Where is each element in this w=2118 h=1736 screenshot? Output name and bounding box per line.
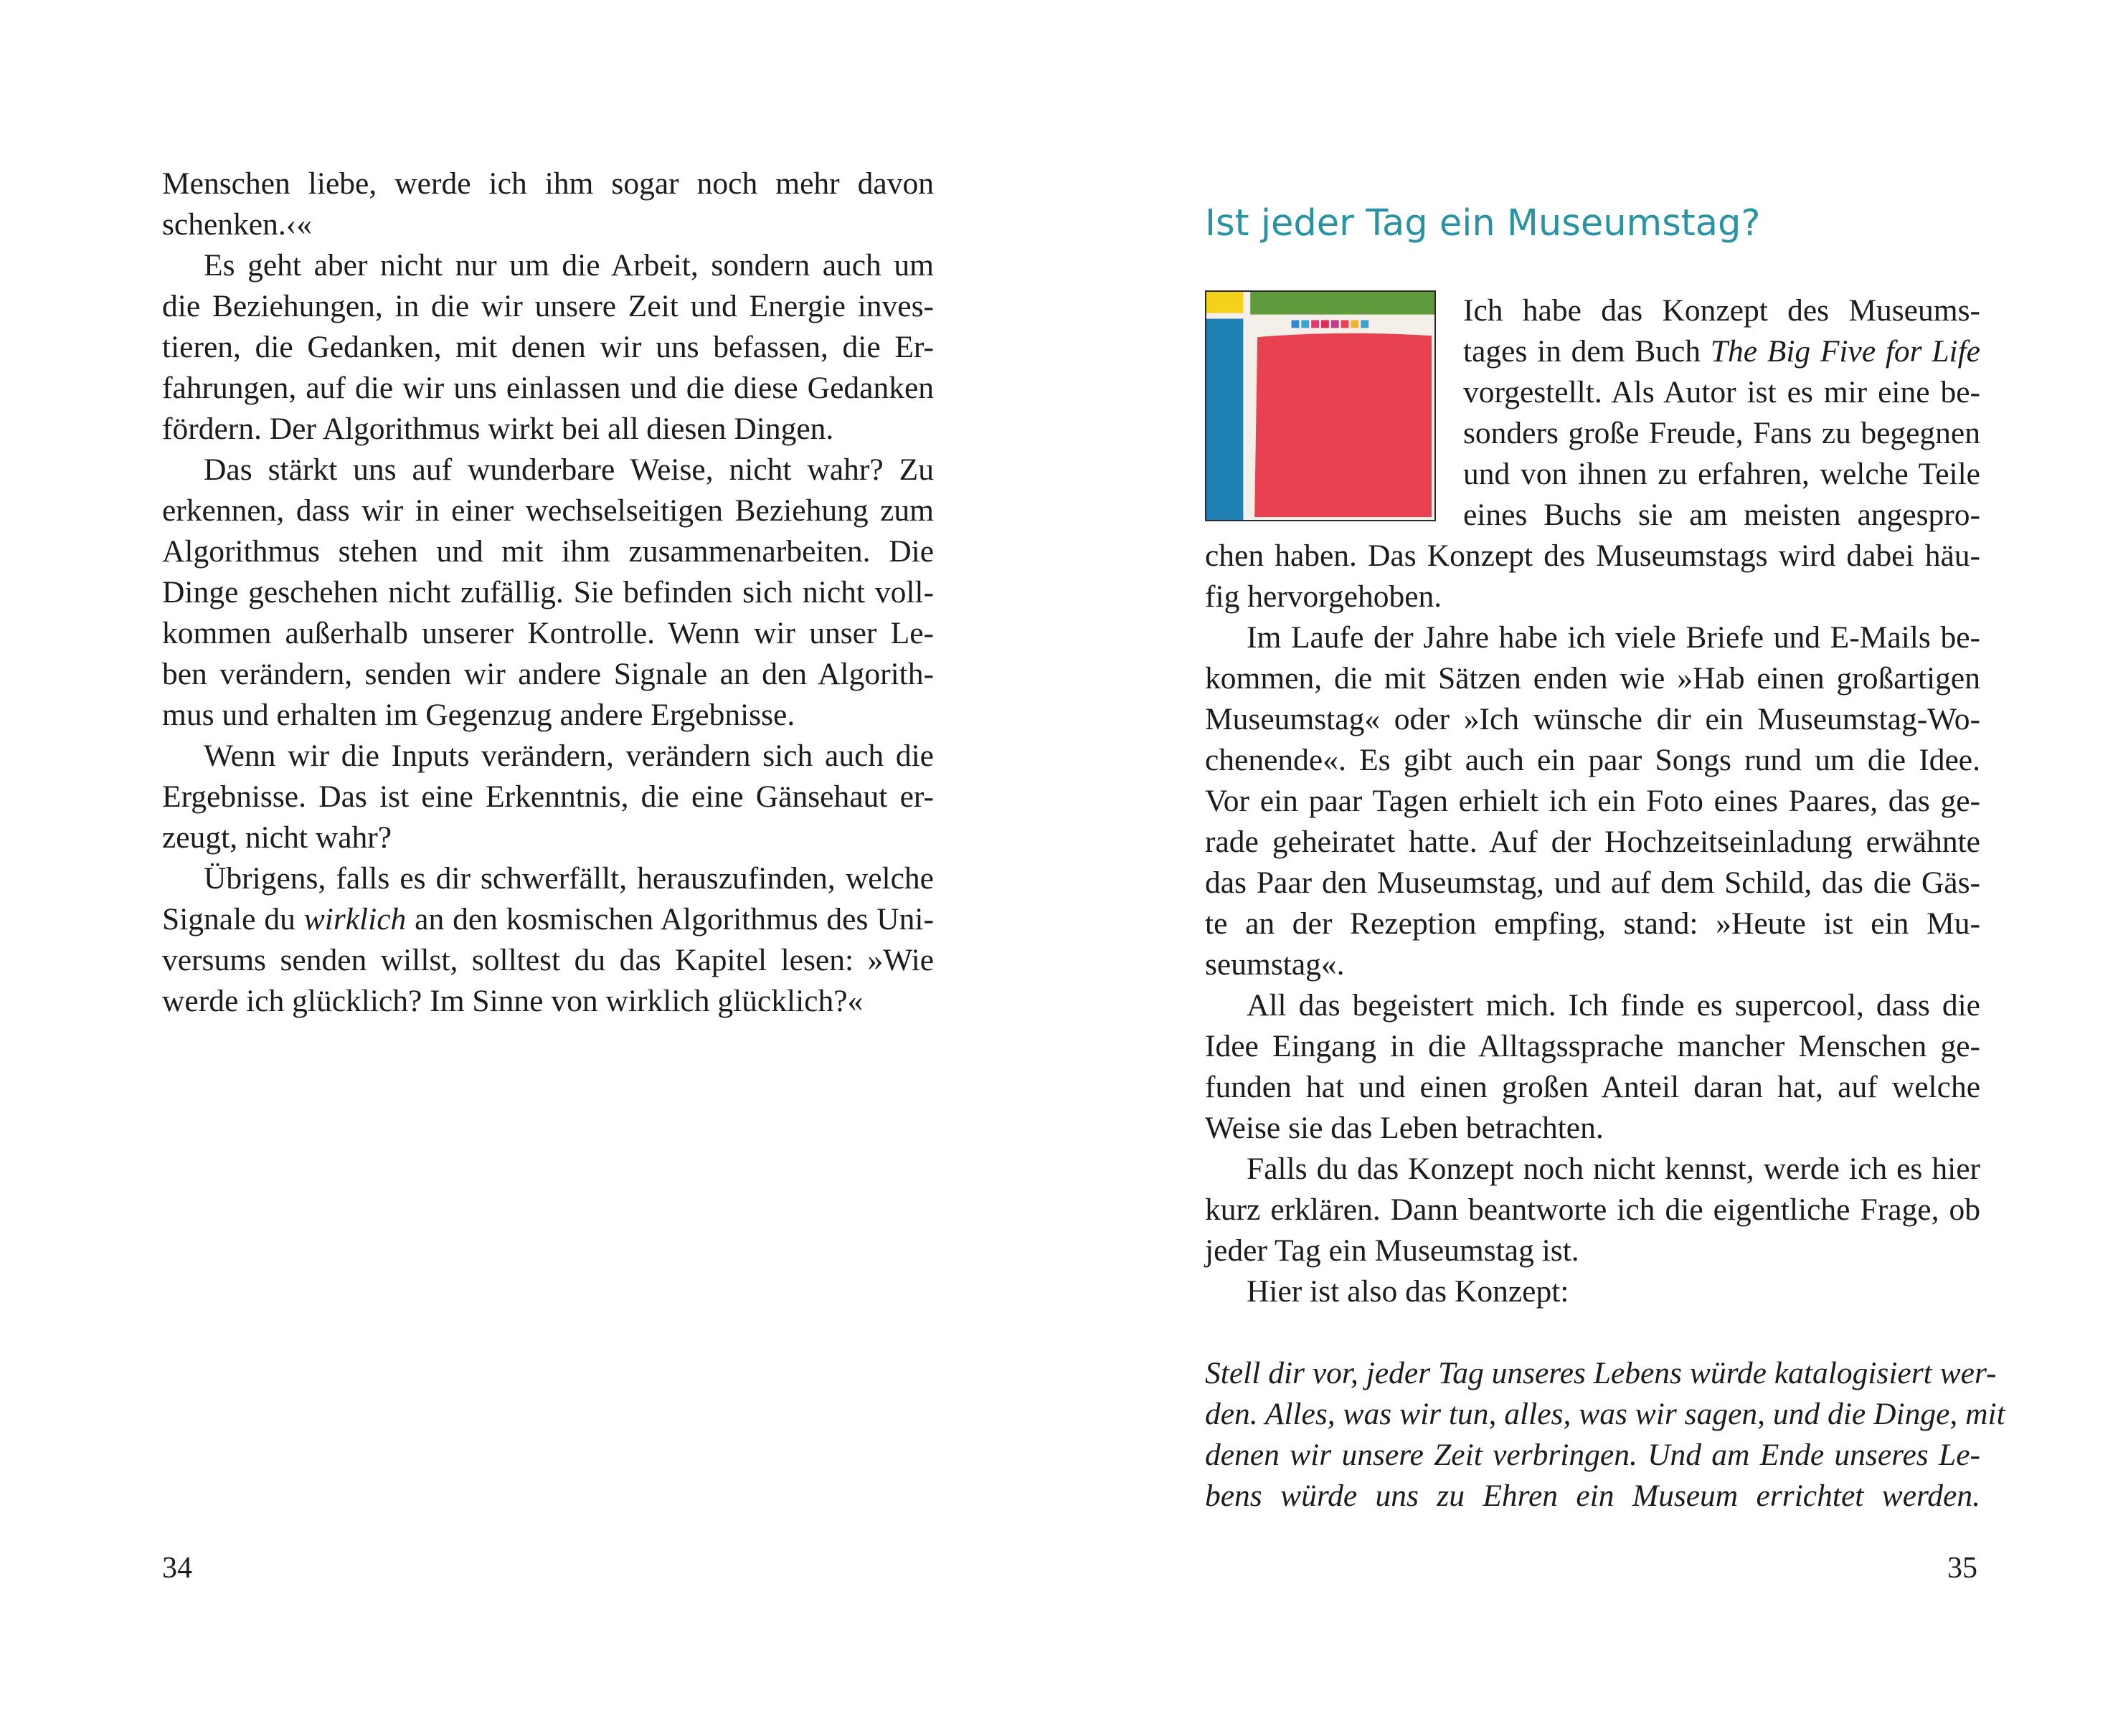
text-line: die Beziehungen, in die wir unsere Zeit und Energie inves- [162,289,934,323]
italic-quote-line: bens würde uns zu Ehren ein Museum errichtet werden. [1205,1479,1980,1513]
page-number: 34 [162,1552,192,1585]
text-line: funden hat und einen großen Anteil daran hat, auf welche [1205,1070,1980,1104]
text-line: tieren, die Gedanken, mit denen wir uns befassen, die Er- [162,330,934,364]
text-line: Signale du wirklich an den kosmischen Algorithmus des Uni- [162,902,934,936]
text-line: Wenn wir die Inputs verändern, verändern sich auch die [204,739,934,773]
text-line: zeugt, nicht wahr? [162,820,392,855]
text-line: tages in dem Buch The Big Five for Life [1463,334,1980,369]
text-line: Ich habe das Konzept des Museums- [1463,293,1980,328]
text-line: kurz erklären. Dann beantworte ich die eigentliche Frage, ob [1205,1192,1980,1227]
text-line: mus und erhalten im Gegenzug andere Ergebnisse. [162,698,795,732]
text-line: das Paar den Museumstag, und auf dem Schild, das die Gäs- [1205,865,1980,900]
text-line: kommen außerhalb unserer Kontrolle. Wenn wir unser Le- [162,616,934,650]
text-line: Ergebnisse. Das ist eine Erkenntnis, die eine Gänsehaut er- [162,779,934,814]
text-line: Vor ein paar Tagen erhielt ich ein Foto eines Paares, das ge- [1205,784,1980,818]
text-line: fig hervorgehoben. [1205,579,1442,614]
text-line: Im Laufe der Jahre habe ich viele Briefe und E-Mails be- [1247,620,1980,655]
text-line: Menschen liebe, werde ich ihm sogar noch mehr davon [162,166,934,201]
text-line: Weise sie das Leben betrachten. [1205,1111,1604,1145]
text-line: jeder Tag ein Museumstag ist. [1205,1233,1579,1268]
text-line: seumstag«. [1205,947,1345,982]
abstract-painting-thumbnail [1205,290,1436,521]
text-line: Museumstag« oder »Ich wünsche dir ein Museumstag-Wo- [1205,702,1980,736]
text-line: fahrungen, auf die wir uns einlassen und die diese Gedanken [162,371,934,405]
text-line: schenken.‹« [162,207,312,242]
text-line: chenende«. Es gibt auch ein paar Songs rund um die Idee. [1205,743,1980,777]
text-line: erkennen, dass wir in einer wechselseitigen Beziehung zum [162,493,934,528]
text-line: rade geheiratet hatte. Auf der Hochzeitseinladung erwähnte [1205,825,1980,859]
text-line: All das begeistert mich. Ich finde es supercool, dass die [1247,988,1980,1023]
text-line: kommen, die mit Sätzen enden wie »Hab einen großartigen [1205,661,1980,696]
chapter-heading: Ist jeder Tag ein Museumstag? [1205,202,1761,245]
text-line: ben verändern, senden wir andere Signale an den Algorith- [162,657,934,691]
text-line: Das stärkt uns auf wunderbare Weise, nicht wahr? Zu [204,452,934,487]
painting-image [1206,292,1434,520]
text-line: Es geht aber nicht nur um die Arbeit, sondern auch um [204,248,934,283]
text-line: und von ihnen zu erfahren, welche Teile [1463,457,1980,491]
italic-quote-line: Stell dir vor, jeder Tag unseres Lebens würde katalogisiert wer- [1205,1356,1997,1390]
page-number: 35 [1947,1552,1977,1585]
text-line: eines Buchs sie am meisten angespro- [1463,498,1980,532]
text-line: Übrigens, falls es dir schwerfällt, herauszufinden, welche [204,861,934,896]
text-line: Hier ist also das Konzept: [1247,1274,1569,1309]
text-line: chen haben. Das Konzept des Museumstags wird dabei häu- [1205,539,1980,573]
text-line: werde ich glücklich? Im Sinne von wirklich glücklich?« [162,984,864,1018]
text-line: sonders große Freude, Fans zu begegnen [1463,416,1980,450]
text-line: versums senden willst, solltest du das Kapitel lesen: »Wie [162,943,934,977]
text-line: te an der Rezeption empfing, stand: »Heute ist ein Mu- [1205,906,1980,941]
text-line: Dinge geschehen nicht zufällig. Sie befinden sich nicht voll- [162,575,934,610]
text-line: Falls du das Konzept noch nicht kennst, werde ich es hier [1247,1152,1980,1186]
text-line: Algorithmus stehen und mit ihm zusammenarbeiten. Die [162,534,934,569]
book-title-text: The Big Five for Life [1710,334,1980,369]
text-line: Idee Eingang in die Alltagssprache mancher Menschen ge- [1205,1029,1980,1063]
italic-quote-line: den. Alles, was wir tun, alles, was wir sagen, und die Dinge, mit [1205,1397,2005,1431]
emphasis-text: wirklich [303,902,407,936]
italic-quote-line: denen wir unsere Zeit verbringen. Und am Ende unseres Le- [1205,1438,1980,1472]
text-line: vorgestellt. Als Autor ist es mir eine be- [1463,375,1980,409]
text-line: fördern. Der Algorithmus wirkt bei all diesen Dingen. [162,412,834,446]
